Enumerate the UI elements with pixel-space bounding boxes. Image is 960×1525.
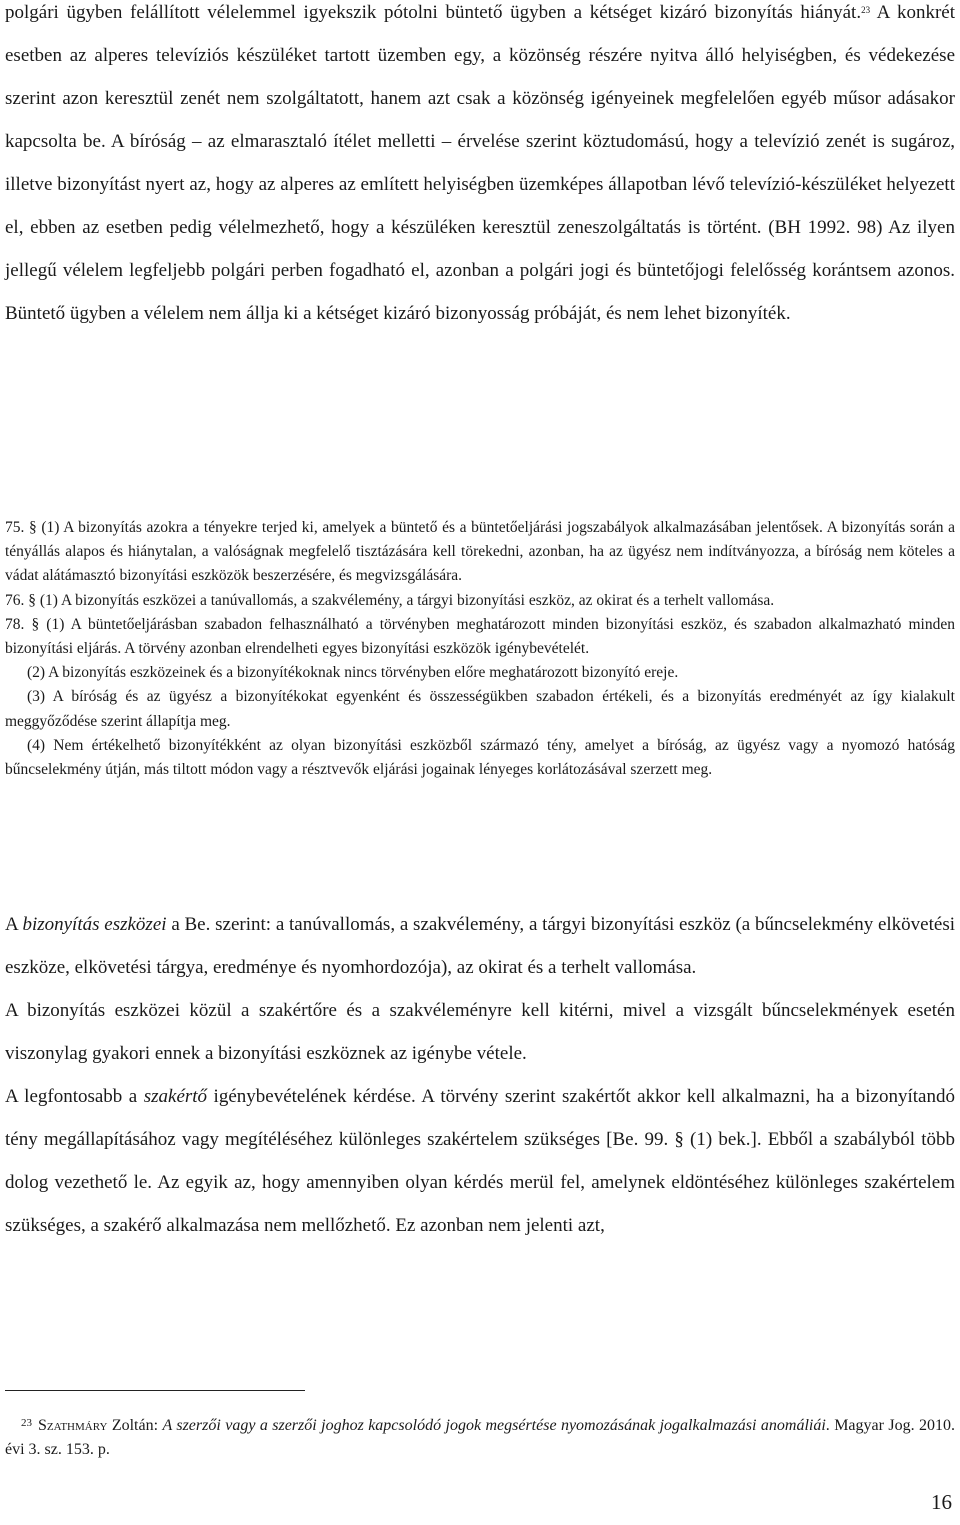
law-section-78-3: (3) A bíróság és az ügyész a bizonyítékokat egyenként és összességükben szabadon értékeli, és a bizonyítás eredményét az így kialakult meggyőződése szerint állapítja meg. bbox=[5, 688, 955, 730]
law-section-78-1: 78. § (1) A büntetőeljárásban szabadon felhasználható a törvényben meghatározott minden bizonyítási eszköz, és szabadon alkalmazható minden bizonyítási eljárás. A törvény azonban elrendelheti egyes bizonyítási eszközök igénybevételét. bbox=[5, 615, 955, 658]
footnote-separator bbox=[5, 1390, 305, 1391]
law-section-78-4: (4) Nem értékelhető bizonyítékként az olyan bizonyítási eszközből származó tény, amelyet a bíróság, az ügyész vagy a nyomozó hatóság bűncselekmény útján, más tiltott módon vagy a résztvevők eljárási jogainak lényeges korlátozásával szerzett meg. bbox=[5, 736, 955, 779]
intro-paragraph bbox=[5, 0, 955, 335]
footnote-title: A szerzői vagy a szerzői joghoz kapcsolódó jogok megsértése nyomozásának jogalkalmazási anomáliái bbox=[162, 1417, 826, 1434]
expert-intro-paragraph: A bizonyítás eszközei közül a szakértőre és a szakvéleményre kell kitérni, mivel a vizsgált bűncselekmények esetén viszonylag gyakori ennek a bizonyítási eszköznek az igénybe vétele. bbox=[5, 1000, 955, 1064]
evidence-means-paragraph: A bizonyítás eszközei a Be. szerint: a tanúvallomás, a szakvélemény, a tárgyi bizonyítási eszköz (a bűncselekmény elkövetési eszköze, elkövetési tárgya, eredménye és nyomhordozója), az okirat és a terhelt vallomása. bbox=[5, 914, 955, 978]
intro-text-b: A konkrét esetben az alperes televíziós készüléket tartott üzemben egy, a közönség részére nyitva álló helyiségben, és védekezése szerint azon keresztül zenét nem szolgáltatott, hanem azt csak a közönség igényeinek megfelelően egyéb műsor adásakor kapcsolta be. A bíróság – az elmarasztaló ítélet melletti – érvelése szerint köztudomású, hogy a televízió zenét is sugároz, illetve bizonyítást nyert az, hogy az alperes az említett helyiségben üzemképes állapotban lévő televízió-készüléket helyezett el, ebben az esetben pedig vélelmezhető, hogy a készüléken keresztül zeneszolgáltatás is történt. (BH 1992. 98) Az ilyen jellegű vélelem legfeljebb polgári perben fogadható el, azonban a polgári jogi és büntetőjogi felelősség korántsem azonos. Büntető ügyben a vélelem nem állja ki a kétséget kizáró bizonyosság próbáját, és nem lehet bizonyíték. bbox=[5, 2, 955, 324]
footnote-author-surname: Szathmáry bbox=[38, 1417, 108, 1434]
law-excerpt bbox=[5, 516, 955, 782]
footnote: $^{23}$ Szathmáry Zoltán: A szerzői vagy a szerzői joghoz kapcsolódó jogok megsértése nyomozásának jogalkalmazási anomáliái. Magyar Jog. 2010. évi 3. sz. 153. p. bbox=[5, 1417, 956, 1458]
evidence-means-term: bizonyítás eszközei bbox=[22, 914, 167, 935]
expert-term: szakértő bbox=[143, 1086, 208, 1107]
footnote-ref[interactable]: 23 bbox=[861, 5, 871, 15]
law-section-75: 75. § (1) A bizonyítás azokra a tényekre terjed ki, amelyek a büntető és a büntetőeljárási jogszabályok alkalmazásában jelentősek. A bizonyítás során a tényállás alapos és hiánytalan, a valóságnak megfelelő tisztázására kell törekedni, azonban, ha az ügyész nem indítványozza, a bíróság nem köteles a vádat alátámasztó bizonyítási eszközök beszerzésére, és megvizsgálására. bbox=[5, 519, 955, 585]
page-number: 16 bbox=[931, 1490, 952, 1514]
main-paragraphs bbox=[5, 903, 955, 1247]
law-section-78-2: (2) A bizonyítás eszközeinek és a bizonyítékoknak nincs törvényben előre meghatározott bizonyító ereje. bbox=[27, 664, 679, 682]
footnote-source: . Magyar Jog. 2010. évi 3. sz. 153. p. bbox=[5, 1417, 956, 1458]
footnote-number: 23 bbox=[21, 1417, 32, 1429]
law-section-76: 76. § (1) A bizonyítás eszközei a tanúvallomás, a szakvélemény, a tárgyi bizonyítási eszköz, az okirat és a terhelt vallomása. bbox=[5, 591, 775, 609]
intro-text-a: polgári ügyben felállított vélelemmel igyekszik pótolni büntető ügyben a kétséget kizáró bizonyítás hiányát. bbox=[5, 2, 862, 23]
expert-paragraph: A legfontosabb a szakértő igénybevételének kérdése. A törvény szerint szakértőt akkor kell alkalmazni, ha a bizonyítandó tény megállapításához vagy megítéléséhez különleges szakértelem szükséges [Be. 99. § (1) bek.]. Ebből a szabályból több dolog vezethető le. Az egyik az, hogy amennyiben olyan kérdés merül fel, amelynek eldöntéséhez különleges szakértelem szükséges, a szakérő alkalmazása nem mellőzhető. Ez azonban nem jelenti azt, bbox=[5, 1086, 955, 1236]
